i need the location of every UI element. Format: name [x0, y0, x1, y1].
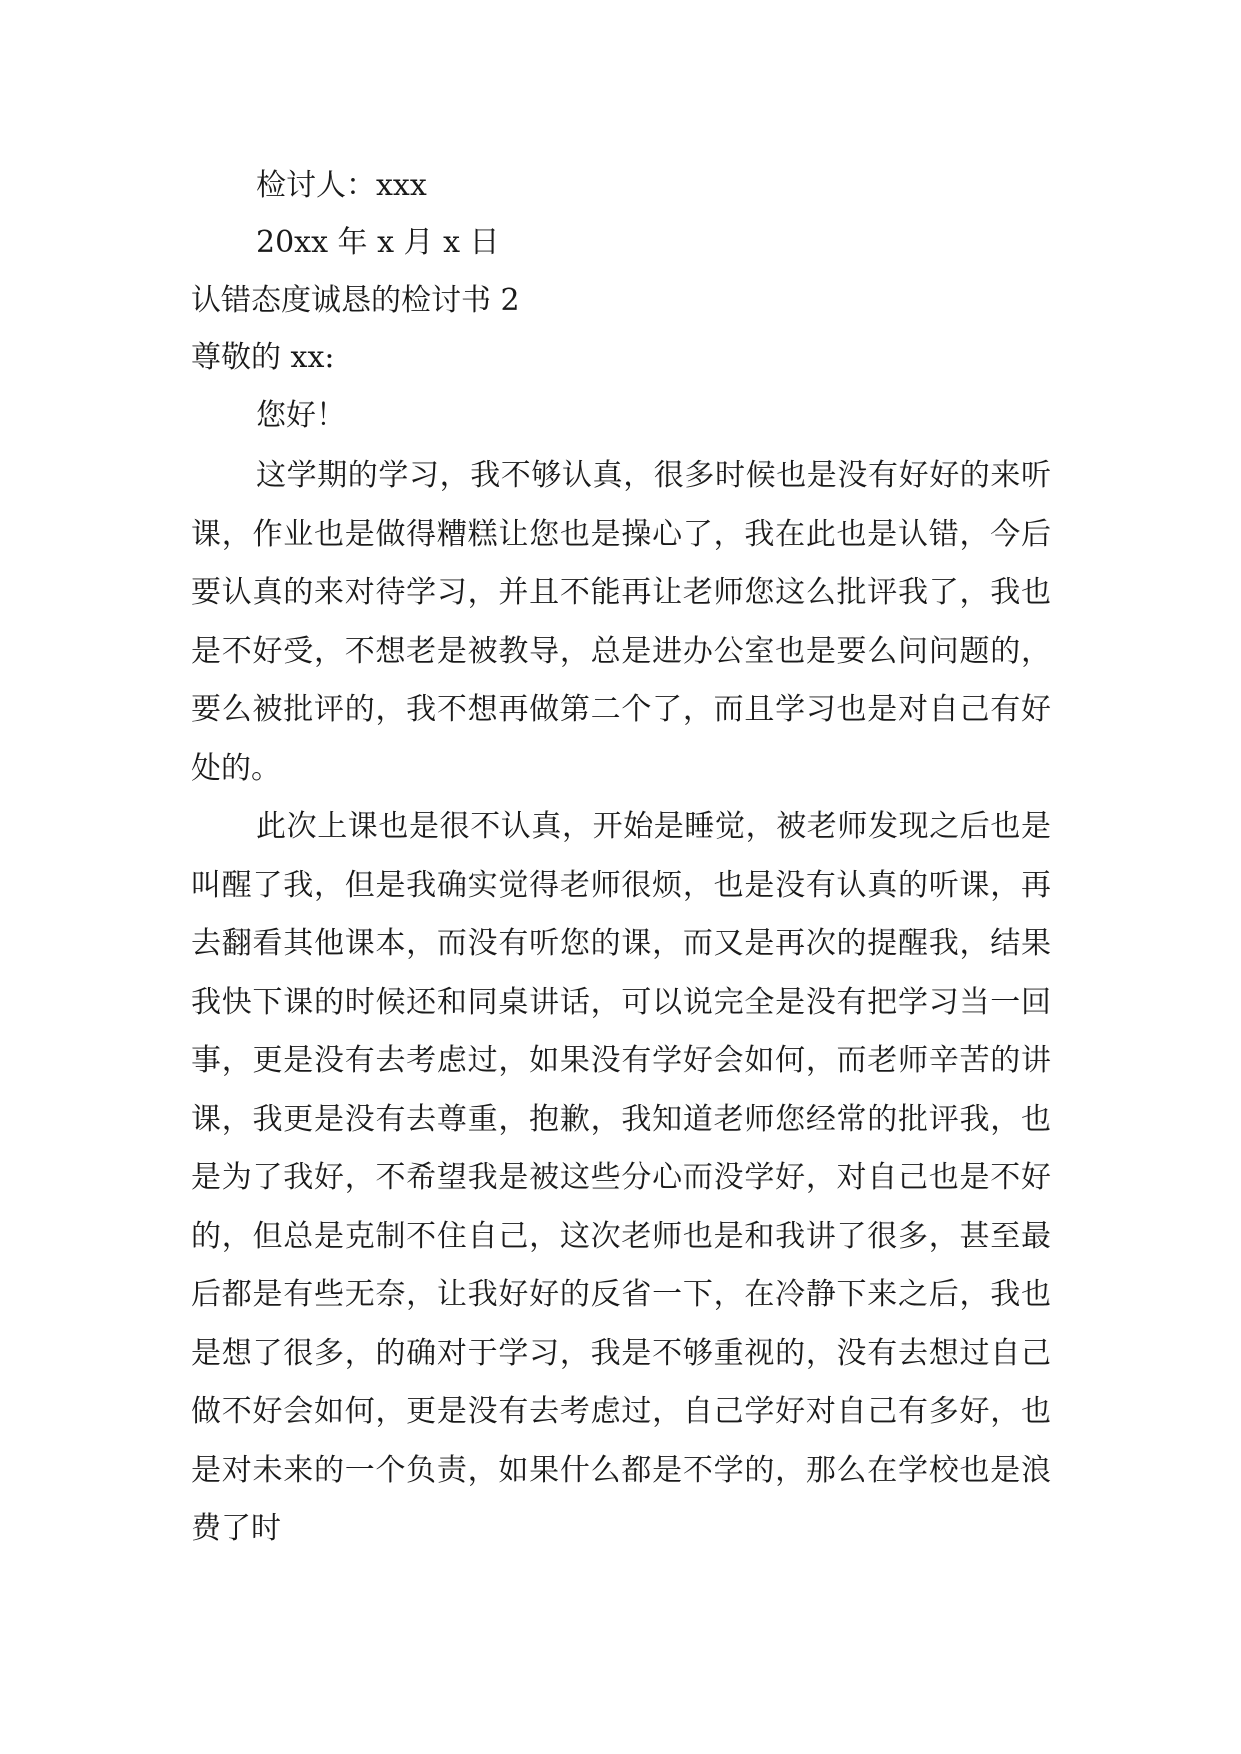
letter-title: 认错态度诚恳的检讨书 2: [191, 283, 520, 318]
paragraph-2: 此次上课也是很不认真，开始是睡觉，被老师发现之后也是叫醒了我，但是我确实觉得老师很烦，也是没有认真的听课，再去翻看其他课本，而没有听您的课，而又是再次的提醒我，结果我快下课的时候还和同桌讲话，可以说完全是没有把学习当一回事，更是没有去考虑过，如果没有学好会如何，而老师辛苦的讲课，我更是没有去尊重，抱歉，我知道老师您经常的批评我，也是为了我好，不希望我是被这些分心而没学好，对自己也是不好的，但总是克制不住自己，这次老师也是和我讲了很多，甚至最后都是有些无奈，让我好好的反省一下，在冷静下来之后，我也是想了很多，的确对于学习，我是不够重视的，没有去想过自己做不好会如何，更是没有去考虑过，自己学好对自己有多好，也是对未来的一个负责，如果什么都是不学的，那么在学校也是浪费了时: [191, 809, 1051, 1546]
salutation: 尊敬的 xx:: [191, 340, 335, 375]
greeting: 您好！: [256, 398, 346, 433]
paragraph-1: 这学期的学习，我不够认真，很多时候也是没有好好的来听课，作业也是做得糟糕让您也是操心了，我在此也是认错，今后要认真的来对待学习，并且不能再让老师您这么批评我了，我也是不好受，不想老是被教导，总是进办公室也是要么问问题的，要么被批评的，我不想再做第二个了，而且学习也是对自己有好处的。: [191, 458, 1051, 786]
reviewer-signature: 检讨人：xxx: [256, 168, 427, 203]
signature-date: 20xx 年 x 月 x 日: [256, 225, 500, 260]
